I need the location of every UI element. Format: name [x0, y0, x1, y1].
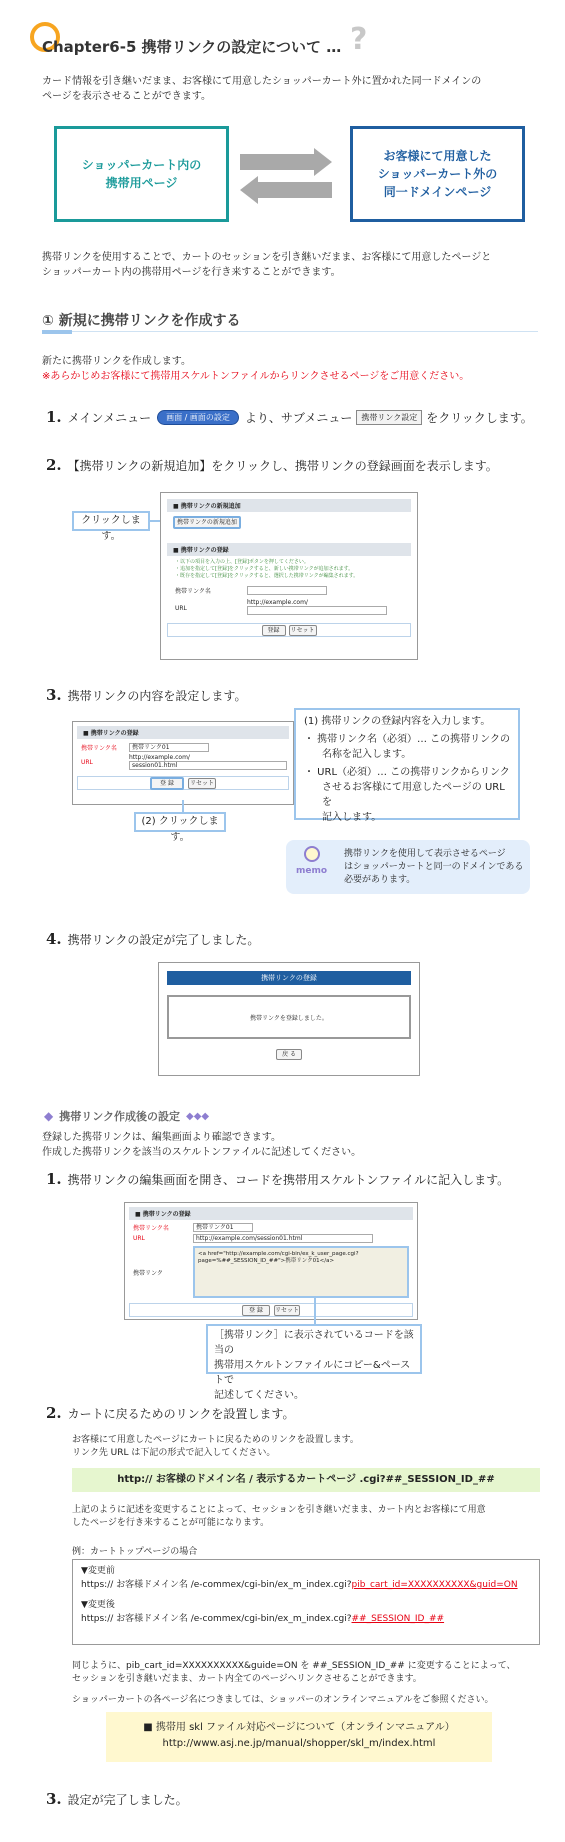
section1-heading: ① 新規に携帯リンクを作成する	[42, 313, 241, 329]
memo-text: 携帯リンクを使用して表示させるページ はショッパーカートと同一のドメインである 必要があります。	[344, 849, 524, 885]
arrow-left-icon	[240, 176, 332, 204]
example-box: ▼変更前 https:// お客様ドメイン名 /e-commex/cgi-bin/ex_m_index.cgi?pib_cart_id=XXXXXXXXXX&guid=ON ▼変更後 https:// お客様ドメイン名 /e-commex/cgi-bin/ex_m_index.cgi?##_SESSION_ID_##	[72, 1559, 540, 1645]
url-format-box: http:// お客様のドメイン名 / 表示するカートページ .cgi?##_SESSION_ID_##	[72, 1468, 540, 1492]
example-label: 例：カートトップページの場合	[72, 1547, 198, 1557]
manual-box: ■ 携帯用 skl ファイル対応ページについて（オンラインマニュアル） http://www.asj.ne.jp/manual/shopper/skl_m/index.html	[106, 1712, 492, 1762]
s2-step1-text: 1. 携帯リンクの編集画面を開き、コードを携帯用スケルトンファイルに記入します。	[46, 1170, 510, 1188]
section2-heading: 携帯リンク作成後の設定	[59, 1110, 181, 1123]
diagram-left-box: ショッパーカート内の 携帯用ページ	[54, 126, 229, 222]
reset-button[interactable]: リセット	[188, 778, 216, 789]
arrow-right-icon	[240, 148, 332, 176]
s2-step3-text: 3. 設定が完了しました。	[46, 1790, 188, 1808]
s2-step1-callout: ［携帯リンク］に表示されているコードを該当の 携帯用スケルトンファイルにコピー&ペーストで 記述してください。	[206, 1324, 422, 1374]
add-mobile-link-button[interactable]: 携帯リンクの新規追加	[173, 516, 241, 529]
page-title: Chapter6-5 携帯リンクの設定について …	[42, 38, 342, 56]
step4-text: 4. 携帯リンクの設定が完了しました。	[46, 930, 260, 948]
memo-icon: memo	[296, 846, 330, 886]
reset-button[interactable]: リセット	[275, 1306, 299, 1314]
question-icon: ?	[350, 22, 368, 57]
diagram-right-box: お客様にて用意した ショッパーカート外の 同一ドメインページ	[350, 126, 525, 222]
step4-screenshot: 携帯リンクの登録 携帯リンクを登録しました。 戻 る	[158, 962, 420, 1076]
link-url-input[interactable]: http://example.com/session01.html	[193, 1234, 373, 1243]
step1-text: 1. メインメニュー 画面 / 画面の設定 より、サブメニュー 携帯リンク設定 をクリックします。	[46, 408, 533, 426]
form-notes: ・以下の項目を入力の上、[登録]ボタンを押してください。 ・追加を指定して[登録]をクリックすると、新しい携帯リンクが追加されます。 ・既存を指定して[登録]をクリックすると、選択した携帯リンクが編集されます。	[175, 559, 359, 579]
section1-underline	[42, 331, 538, 332]
link-name-input[interactable]	[247, 586, 327, 595]
s2-callout-line	[314, 1296, 316, 1324]
diamond-icons: ◆◆◆	[186, 1110, 210, 1122]
manual-link[interactable]: http://www.asj.ne.jp/manual/shopper/skl_m/index.html	[162, 1738, 436, 1749]
step3-callout-1: (1) 携帯リンクの登録内容を入力します。 ・ 携帯リンク名（必須）… この携帯リンクの 名称を記入します。 ・ URL（必須）… この携帯リンクからリンク させるお客様にて用意したページの URL を 記入します。	[294, 708, 520, 820]
section2-heading-wrap	[44, 1108, 209, 1124]
s2-step1-screenshot: ■ 携帯リンクの登録 携帯リンク名 携帯リンク01 URL http://example.com/session01.html 携帯リンク <a href="http://example.com/cgi-bin/ex_k_user_page.cgi? page=%##_SESSION_ID_##">携帯リンク01</a> 登 録 リセット	[124, 1202, 418, 1320]
register-button[interactable]: 登 録	[150, 777, 184, 790]
section1-intro: 新たに携帯リンクを作成します。 ※あらかじめお客様にて携帯用スケルトンファイルからリンクさせるページをご用意ください。	[42, 356, 470, 382]
step2-screenshot: ■ 携帯リンクの新規追加 携帯リンクの新規追加 ■ 携帯リンクの登録 ・以下の項目を入力の上、[登録]ボタンを押してください。 ・追加を指定して[登録]をクリックすると、新しい携帯リンクが追加されます。 ・既存を指定して[登録]をクリックすると、選択した携帯リンクが編集されます。 携帯リンク名 URL http://example.com/ 登録 リセット	[160, 492, 418, 660]
section1-underline-accent	[42, 330, 72, 334]
submenu-button[interactable]: 携帯リンク設定	[356, 410, 422, 425]
step3-callout-2: (2) クリックします。	[134, 812, 226, 832]
s2-step2-same: 同じように、pib_cart_id=XXXXXXXXXX&guide=ON を ##_SESSION_ID_## に変更することによって、 セッションを引き継いだまま、カート内全てのページへリンクさせることができます。	[72, 1661, 516, 1684]
diagram-arrows	[236, 148, 336, 204]
manual-note: ショッパーカートの各ページ名につきましては、ショッパーのオンラインマニュアルをご参照ください。	[72, 1695, 494, 1705]
register-button[interactable]: 登録	[262, 625, 286, 636]
pencil-icon	[304, 846, 320, 862]
s2-step2-intro: お客様にて用意したページにカートに戻るためのリンクを設置します。 リンク先 URL は下記の形式で記入してください。	[72, 1435, 359, 1458]
step2-callout: クリックします。	[72, 511, 150, 531]
s2-step2-after: 上記のように記述を変更することによって、セッションを引き継いだまま、カート内とお客様にて用意 したページを行き来することが可能になります。	[72, 1505, 486, 1528]
main-menu-badge[interactable]: 画面 / 画面の設定	[157, 410, 239, 425]
intro-text: カード情報を引き継いだまま、お客様にて用意したショッパーカート外に置かれた同一ドメインの ページを表示させることができます。	[42, 76, 482, 102]
link-url-input[interactable]: session01.html	[129, 761, 287, 770]
step3-screenshot: ■ 携帯リンクの登録 携帯リンク名 携帯リンク01 URL http://example.com/ session01.html 登 録 リセット	[72, 721, 294, 805]
link-name-input[interactable]: 携帯リンク01	[129, 743, 209, 752]
diamond-icon: ◆	[44, 1109, 54, 1123]
link-code-textarea[interactable]: <a href="http://example.com/cgi-bin/ex_k_user_page.cgi? page=%##_SESSION_ID_##">携帯リンク01</a>	[193, 1246, 409, 1298]
step3-text: 3. 携帯リンクの内容を設定します。	[46, 686, 247, 704]
back-button[interactable]: 戻 る	[276, 1049, 302, 1060]
register-button[interactable]: 登 録	[242, 1305, 270, 1316]
link-name-input[interactable]: 携帯リンク01	[193, 1223, 253, 1232]
section2-intro: 登録した携帯リンクは、編集画面より確認できます。 作成した携帯リンクを該当のスケルトンファイルに記述してください。	[42, 1132, 362, 1158]
s2-step2-text: 2. カートに戻るためのリンクを設置します。	[46, 1404, 295, 1422]
step2-text: 2. 【携帯リンクの新規追加】をクリックし、携帯リンクの登録画面を表示します。	[46, 456, 498, 474]
description-text: 携帯リンクを使用することで、カートのセッションを引き継いだまま、お客様にて用意したページと ショッパーカート内の携帯用ページを行き来することができます。	[42, 252, 492, 278]
reset-button[interactable]: リセット	[289, 625, 317, 636]
link-url-input[interactable]	[247, 606, 387, 615]
